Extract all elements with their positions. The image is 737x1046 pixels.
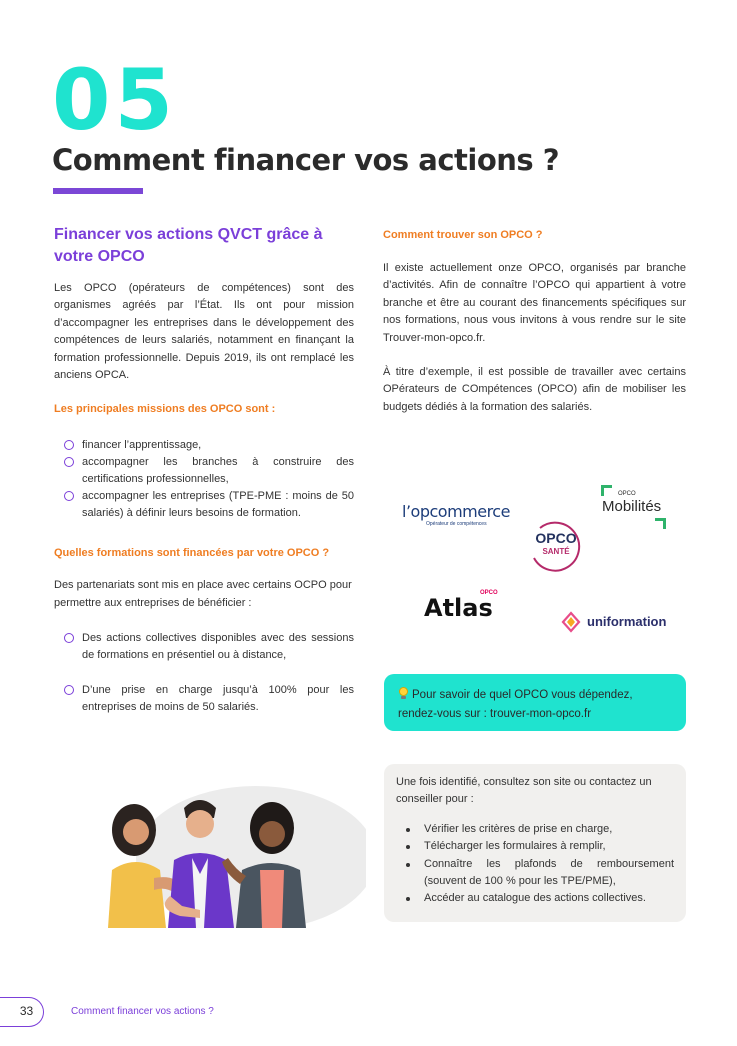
formations-list [64,630,354,716]
left-column [54,224,354,716]
formations-heading: Quelles formations sont financées par votre OPCO ? [54,547,330,560]
chapter-number: 05 [52,51,177,149]
next-steps-box [384,764,686,922]
circle-bullet-icon [64,685,74,695]
list-item: D’une prise en charge jusqu’à 100% pour les entreprises de moins de 50 salariés. [64,682,354,716]
list-item: Vérifier les critères de prise en charge, [406,821,674,838]
section-heading-opco: Financer vos actions QVCT grâce à votre OPCO [54,226,323,265]
lightbulb-icon [398,687,409,700]
list-item: accompagner les branches à construire des certifications professionnelles, [64,454,354,488]
formations-intro: Des partenariats sont mis en place avec certains OCPO pour permettre aux entreprises de bénéficier : [54,579,352,609]
circle-bullet-icon [64,457,74,467]
next-steps-list [406,821,674,908]
missions-list [64,437,354,522]
list-item: Connaître les plafonds de remboursement (souvent de 100 % pour les TPE/PME), [406,856,674,891]
title-underline [53,188,143,194]
uniformation-logo: uniformation [560,610,672,636]
intro-paragraph: Les OPCO (opérateurs de compétences) sont des organismes agréés par l’État. Ils ont pour mission d’accompagner les entreprises dans le développement des compétences de leurs salariés, notamment en finançant la formation professionnelle. Depuis 2019, ils ont remplacé les anciens OPCA. [54,282,354,382]
page-title: Comment financer vos actions ? [52,143,560,177]
hint-line: Pour savoir de quel OPCO vous dépendez, [398,686,672,705]
find-opco-heading: Comment trouver son OPCO ? [383,229,543,241]
hint-link-line[interactable]: rendez-vous sur : trouver-mon-opco.fr [398,708,592,720]
footer-section-title: Comment financer vos actions ? [71,1006,214,1017]
list-item: Des actions collectives disponibles avec des sessions de formations en présentiel ou à distance, [64,630,354,664]
opco-mobilites-logo: OPCO Mobilités [598,484,672,534]
circle-bullet-icon [64,440,74,450]
team-illustration [96,778,366,928]
uniformation-icon [560,610,582,634]
list-item: Accéder au catalogue des actions collectives. [406,890,674,907]
list-item: Télécharger les formulaires à remplir, [406,838,674,855]
hint-callout [384,674,686,731]
circle-bullet-icon [64,633,74,643]
opco-sante-logo: OPCO SANTÉ [526,518,586,572]
example-paragraph: À titre d’exemple, il est possible de travailler avec certains OPérateurs de COmpétences (OPCO) afin de mobiliser les budgets dédiés à la formation des salariés. [383,366,686,413]
find-opco-paragraph: Il existe actuellement onze OPCO, organisés par branche d’activités. Afin de connaître l’OPCO qui appartient à votre branche et être au courant des financements spécifiques sur nos formations, nous vous invitons à vous rendre sur le site Trouver-mon-opco.fr. [383,262,686,344]
next-steps-intro: Une fois identifié, consultez son site ou contactez un conseiller pour : [396,776,652,806]
right-column [383,228,686,416]
opcommerce-logo: l’opcommerce Opérateur de compétences [402,502,510,527]
list-item: accompagner les entreprises (TPE-PME : moins de 50 salariés) à définir leurs besoins de formation. [64,488,354,522]
mobilites-corner-icon [654,517,670,533]
opco-atlas-logo: Atlas OPCO [424,590,498,622]
missions-heading: Les principales missions des OPCO sont : [54,403,276,416]
list-item: financer l’apprentissage, [64,437,354,454]
page-number: 33 [0,997,44,1027]
circle-bullet-icon [64,491,74,501]
